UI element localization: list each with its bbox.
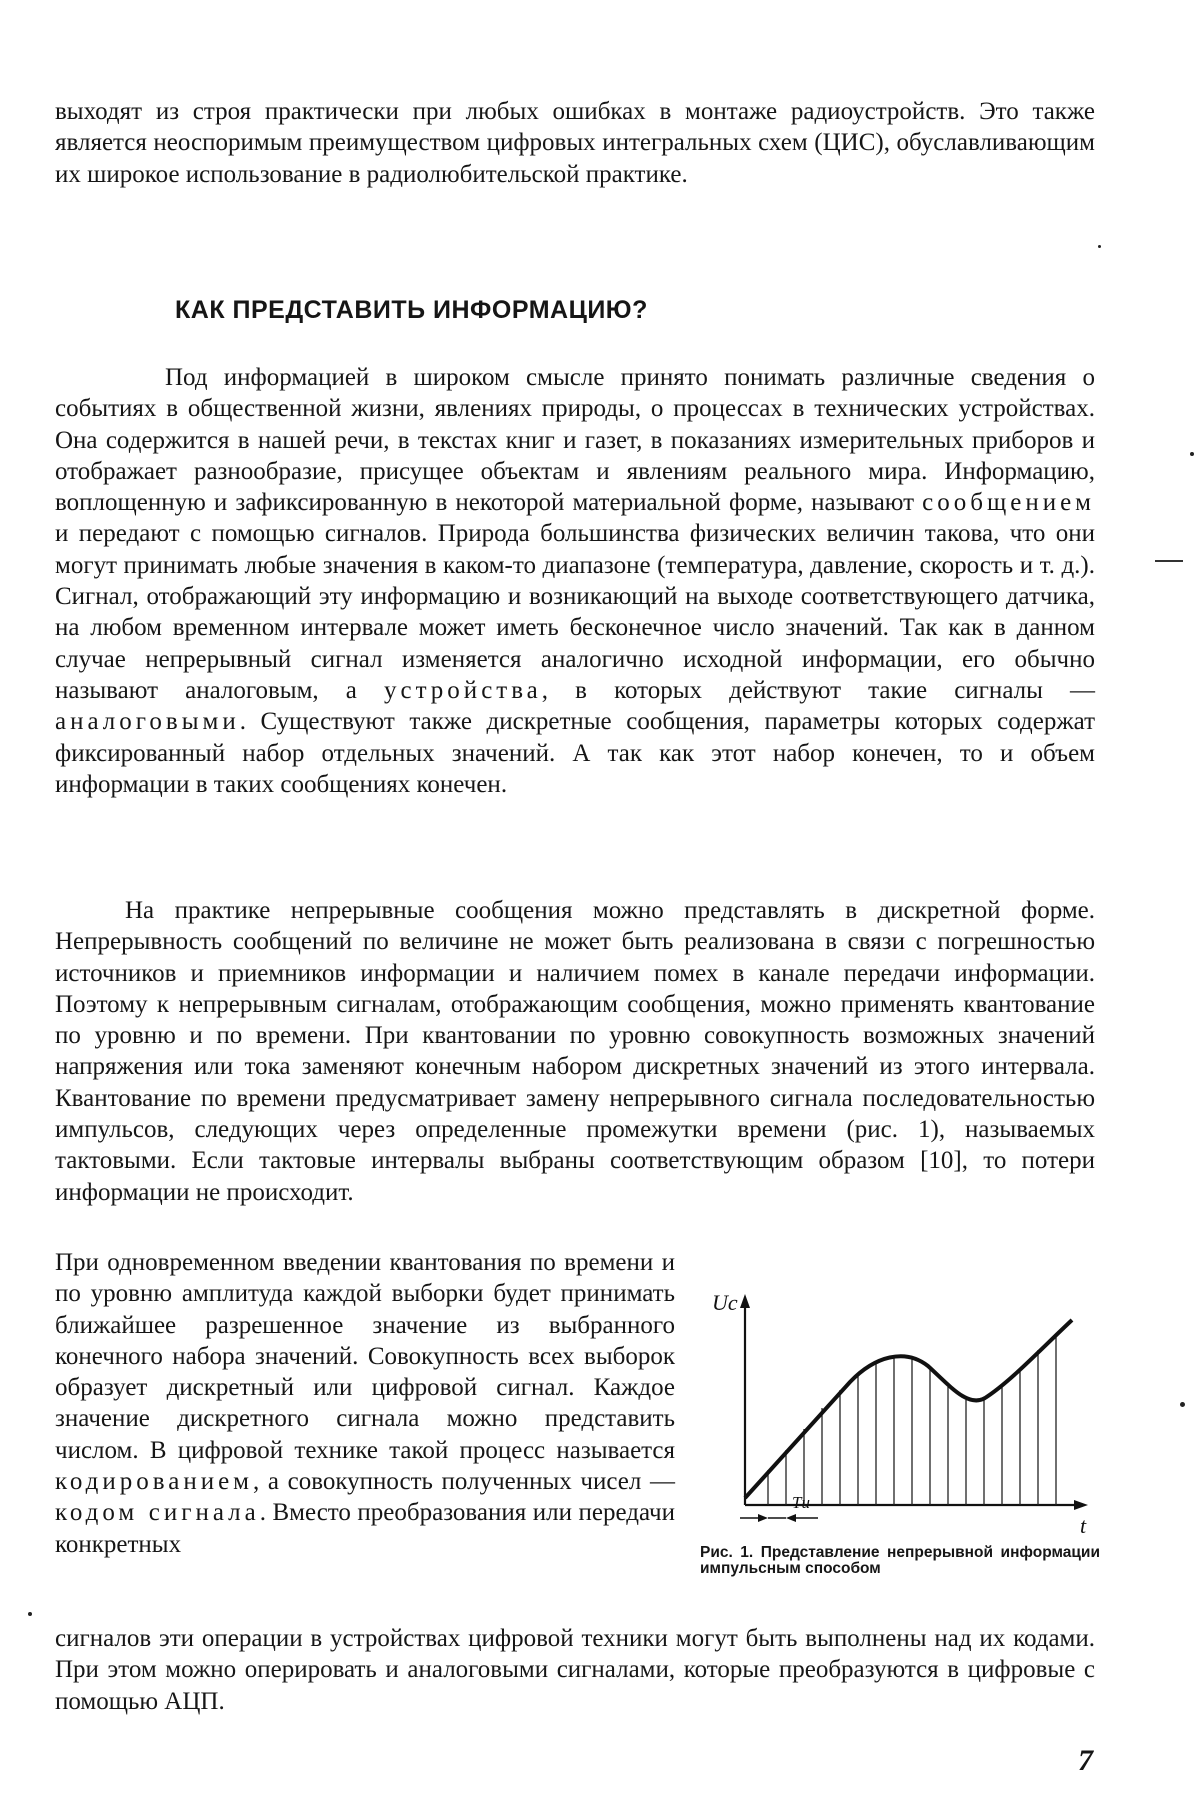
section-heading: КАК ПРЕДСТАВИТЬ ИНФОРМАЦИЮ? — [175, 296, 648, 324]
period-arrow-right — [786, 1514, 796, 1522]
scan-speck — [1098, 245, 1101, 248]
figure-sampling-diagram — [700, 1290, 1100, 1540]
term-devices: устройства — [383, 676, 542, 704]
term-message: сообщением — [922, 489, 1095, 517]
para1-part3: , в которых действуют такие сигналы — — [541, 676, 1096, 704]
para2-text: На практике непрерывные сообщения можно представлять в дискретной форме. Непрерывность сообщений по величине не может быть реализована в связи с погрешностью источников и приемников информации и наличием помех в канале передачи информации. Поэтому к непрерывным сигналам, отображающим сообщения, можно применять квантование по уровню и по времени. При квантовании по уровню совокупность возможных значений напряжения или тока заменяют конечным набором дискретных значений из этого интервала. Квантование по времени предусматривает замену непрерывного сигнала последовательностью импульсов, следующих через определенные промежутки времени (рис. 1), называемых тактовыми. Если тактовые интервалы выбраны соответствующим образом [10], то потери информации не происходит. — [55, 897, 1095, 1206]
term-coding: кодированием — [55, 1468, 253, 1496]
scan-mark — [1155, 560, 1183, 562]
page-number: 7 — [1078, 1744, 1093, 1777]
term-signal-code: кодом сигнала — [55, 1499, 260, 1527]
paragraph-coding — [55, 1247, 675, 1560]
paragraph-quantization — [55, 895, 1095, 1208]
intro-paragraph — [55, 96, 1095, 190]
wrap-part1: При одновременном введении квантования по времени и по уровню амплитуда каждой выборки будет принимать ближайшее разрешенное значение из выбранного конечного набора значений. Совокупность всех выборок образует дискретный или цифровой сигнал. Каждое значение дискретного сигнала можно представить числом. В цифровой технике такой процесс называется — [55, 1249, 675, 1464]
x-axis-arrow — [1074, 1500, 1088, 1510]
scan-speck — [1180, 1402, 1185, 1407]
scan-speck — [28, 1612, 32, 1616]
x-axis-label: t — [1080, 1513, 1087, 1538]
para1-part2: и передают с помощью сигналов. Природа большинства физических величин такова, что они могут принимать любые значения в каком-то диапазоне (температура, давление, скорость и т. д.). Сигнал, отображающий эту информацию и возникающий на выходе соответствующего датчика, на любом временном интервале может иметь бесконечное число значений. Так как в данном случае непрерывный сигнал изменяется аналогично исходной информации, его обычно называют аналоговым, а — [55, 520, 1095, 704]
wrap-part2: , а совокупность полученных чисел — — [253, 1468, 675, 1496]
period-arrow-left — [758, 1514, 768, 1522]
para1-part1: Под информацией в широком смысле принято понимать различные сведения о событиях в общественной жизни, явлениях природы, о процессах в технических устройствах. Она содержится в нашей речи, в текстах книг и газет, в показаниях измерительных приборов и отображает разнообразие, присущее объектам и явлениям реального мира. Информацию, воплощенную и зафиксированную в некоторой материальной форме, называют — [55, 364, 1095, 517]
paragraph-final — [55, 1623, 1095, 1717]
para1-part4: . Существуют также дискретные сообщения, параметры которых содержат фиксированный набор отдельных значений. А так как этот набор конечен, то и объем информации в таких сообщениях конечен. — [55, 708, 1095, 798]
scan-speck — [1190, 452, 1194, 456]
final-text: сигналов эти операции в устройствах цифровой техники могут быть выполнены над их кодами. При этом можно оперировать и аналоговыми сигналами, которые преобразуются в цифровые с помощью АЦП. — [55, 1625, 1095, 1715]
sampling-diagram — [700, 1290, 1100, 1540]
intro-text: выходят из строя практически при любых ошибках в монтаже радиоустройств. Это также является неоспоримым преимуществом цифровых интегральных схем (ЦИС), обуславливающим их широкое использование в радиолюбительской практике. — [55, 98, 1095, 188]
wrap-part3: . Вместо преобразования или передачи конкретных — [55, 1499, 676, 1558]
period-label: Tи — [792, 1493, 810, 1512]
y-axis-label: Uc — [712, 1290, 738, 1315]
y-axis-arrow — [740, 1294, 750, 1308]
figure-caption: Рис. 1. Представление непрерывной информации импульсным способом — [700, 1544, 1100, 1577]
term-analog: аналоговыми — [55, 708, 240, 736]
paragraph-information — [55, 362, 1095, 800]
signal-curve — [745, 1320, 1072, 1498]
